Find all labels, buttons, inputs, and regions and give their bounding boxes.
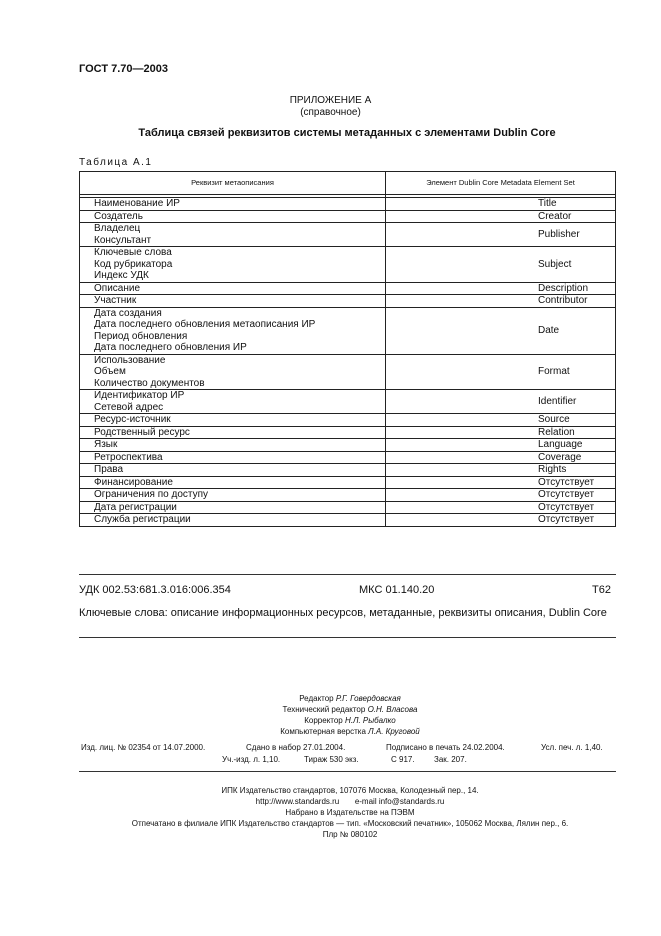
table-row bbox=[80, 451, 616, 464]
attribute-cell bbox=[80, 414, 386, 427]
attribute-cell bbox=[80, 501, 386, 514]
table-row bbox=[80, 464, 616, 477]
dublin-core-element: Subject bbox=[386, 247, 616, 283]
dublin-core-element: Отсутствует bbox=[386, 501, 616, 514]
table-row bbox=[80, 223, 616, 247]
group-code: Т62 bbox=[592, 584, 611, 596]
attribute-cell bbox=[80, 210, 386, 223]
editor-label: Редактор bbox=[299, 694, 334, 703]
corrector-name: Н.Л. Рыбалко bbox=[345, 716, 396, 725]
table-row bbox=[80, 354, 616, 390]
credits bbox=[0, 693, 661, 737]
dublin-core-element: Format bbox=[386, 354, 616, 390]
editor-name: Р.Г. Говердовская bbox=[335, 694, 401, 703]
table-row bbox=[80, 439, 616, 452]
attribute-name: Дата последнего обновления ИР bbox=[94, 342, 247, 353]
table-row bbox=[80, 514, 616, 527]
attribute-name: Использование bbox=[94, 354, 166, 366]
attribute-name: Родственный ресурс bbox=[94, 426, 190, 438]
mapping-table bbox=[79, 171, 616, 527]
table-row bbox=[80, 390, 616, 414]
attribute-cell bbox=[80, 307, 386, 354]
dublin-core-element: Date bbox=[386, 307, 616, 354]
dublin-core-element: Description bbox=[386, 282, 616, 295]
attribute-cell bbox=[80, 282, 386, 295]
attribute-name: Ресурс-источник bbox=[94, 414, 171, 425]
attribute-name: Ключевые слова bbox=[94, 247, 172, 258]
column-header-attribute: Реквизит метаописания bbox=[80, 172, 386, 195]
attribute-name: Наименование ИР bbox=[94, 198, 180, 209]
appendix-heading bbox=[0, 95, 661, 119]
dublin-core-element: Title bbox=[386, 198, 616, 211]
table-row bbox=[80, 476, 616, 489]
attribute-cell bbox=[80, 354, 386, 390]
attribute-name: Дата создания bbox=[94, 307, 162, 319]
publishing-code: С 917. bbox=[391, 755, 415, 764]
attribute-name: Дата регистрации bbox=[94, 501, 177, 513]
table-row bbox=[80, 295, 616, 308]
attribute-cell bbox=[80, 295, 386, 308]
publishing-order: Зак. 207. bbox=[434, 755, 467, 764]
appendix-note: (справочное) bbox=[300, 107, 361, 118]
keywords: Ключевые слова: описание информационных ресурсов, метаданные, реквизиты описания, Dublin Core bbox=[79, 607, 607, 619]
layout-label: Компьютерная верстка bbox=[280, 727, 366, 736]
plr-number: Плр № 080102 bbox=[322, 830, 378, 839]
publishing-print-sheets: Усл. печ. л. 1,40. bbox=[541, 743, 603, 752]
publishing-typeset-date: Сдано в набор 27.01.2004. bbox=[246, 743, 346, 752]
attribute-cell bbox=[80, 514, 386, 527]
publisher-email[interactable]: info@standards.ru bbox=[378, 797, 445, 806]
attribute-name: Дата последнего обновления метаописания ИР bbox=[94, 319, 316, 330]
attribute-cell bbox=[80, 451, 386, 464]
attribute-name: Язык bbox=[94, 439, 118, 450]
attribute-name: Ограничения по доступу bbox=[94, 489, 208, 500]
document-title: Таблица связей реквизитов системы метаданных с элементами Dublin Core bbox=[138, 127, 556, 139]
table-row bbox=[80, 307, 616, 354]
attribute-name: Количество документов bbox=[94, 377, 205, 389]
table-row bbox=[80, 210, 616, 223]
dublin-core-element: Publisher bbox=[386, 223, 616, 247]
attribute-cell bbox=[80, 439, 386, 452]
publisher-website[interactable]: http://www.standards.ru bbox=[255, 797, 340, 806]
dublin-core-element: Coverage bbox=[386, 451, 616, 464]
attribute-cell bbox=[80, 198, 386, 211]
attribute-name: Владелец bbox=[94, 223, 141, 234]
attribute-name: Права bbox=[94, 464, 124, 475]
divider bbox=[79, 637, 616, 638]
attribute-name: Ретроспектива bbox=[94, 451, 163, 463]
attribute-name: Идентификатор ИР bbox=[94, 390, 185, 401]
dublin-core-element: Language bbox=[386, 439, 616, 452]
table-row bbox=[80, 282, 616, 295]
divider bbox=[79, 771, 616, 772]
attribute-cell bbox=[80, 247, 386, 283]
publisher-address: ИПК Издательство стандартов, 107076 Москва, Колодезный пер., 14. bbox=[221, 786, 479, 795]
table-row bbox=[80, 414, 616, 427]
attribute-cell bbox=[80, 390, 386, 414]
dublin-core-element: Rights bbox=[386, 464, 616, 477]
tech-editor-label: Технический редактор bbox=[282, 705, 366, 714]
table-label: Таблица А.1 bbox=[79, 157, 153, 168]
dublin-core-element: Отсутствует bbox=[386, 514, 616, 527]
dublin-core-element: Contributor bbox=[386, 295, 616, 308]
table-row bbox=[80, 489, 616, 502]
publishing-signed-date: Подписано в печать 24.02.2004. bbox=[386, 743, 505, 752]
publisher-footer bbox=[0, 785, 661, 840]
corrector-label: Корректор bbox=[304, 716, 343, 725]
email-label: e-mail bbox=[354, 797, 377, 806]
attribute-name: Период обновления bbox=[94, 330, 188, 342]
tech-editor-name: О.Н. Власова bbox=[367, 705, 418, 714]
publishing-edit-sheets: Уч.-изд. л. 1,10. bbox=[222, 755, 281, 764]
standard-header: ГОСТ 7.70—2003 bbox=[79, 63, 168, 75]
dublin-core-element: Отсутствует bbox=[386, 476, 616, 489]
table-row bbox=[80, 247, 616, 283]
attribute-name: Служба регистрации bbox=[94, 514, 191, 525]
attribute-name: Код рубрикатора bbox=[94, 258, 173, 270]
dublin-core-element: Source bbox=[386, 414, 616, 427]
printed-note: Отпечатано в филиале ИПК Издательство стандартов — тип. «Московский печатник», 105062 Москва, Лялин пер., 6. bbox=[131, 819, 569, 828]
dublin-core-element: Identifier bbox=[386, 390, 616, 414]
attribute-name: Индекс УДК bbox=[94, 270, 149, 281]
divider bbox=[79, 574, 616, 575]
attribute-cell bbox=[80, 476, 386, 489]
column-header-element: Элемент Dublin Core Metadata Element Set bbox=[386, 172, 616, 195]
publishing-circulation: Тираж 530 экз. bbox=[304, 755, 359, 764]
attribute-name: Создатель bbox=[94, 210, 143, 222]
publishing-license: Изд. лиц. № 02354 от 14.07.2000. bbox=[81, 743, 206, 752]
attribute-cell bbox=[80, 489, 386, 502]
mks-code: МКС 01.140.20 bbox=[359, 584, 435, 596]
attribute-name: Сетевой адрес bbox=[94, 401, 164, 413]
attribute-name: Консультант bbox=[94, 234, 152, 246]
attribute-name: Участник bbox=[94, 295, 137, 306]
udk-code: УДК 002.53:681.3.016:006.354 bbox=[79, 584, 231, 596]
attribute-cell bbox=[80, 223, 386, 247]
attribute-cell bbox=[80, 426, 386, 439]
typeset-note: Набрано в Издательстве на ПЭВМ bbox=[285, 808, 415, 817]
layout-name: Л.А. Круговой bbox=[368, 727, 420, 736]
dublin-core-element: Creator bbox=[386, 210, 616, 223]
table-row bbox=[80, 501, 616, 514]
attribute-cell bbox=[80, 464, 386, 477]
attribute-name: Объем bbox=[94, 366, 126, 377]
table-row bbox=[80, 426, 616, 439]
dublin-core-element: Отсутствует bbox=[386, 489, 616, 502]
appendix-title: ПРИЛОЖЕНИЕ А bbox=[289, 95, 372, 106]
attribute-name: Финансирование bbox=[94, 476, 173, 488]
table-header-row bbox=[80, 172, 616, 195]
attribute-name: Описание bbox=[94, 282, 141, 294]
dublin-core-element: Relation bbox=[386, 426, 616, 439]
table-row bbox=[80, 198, 616, 211]
